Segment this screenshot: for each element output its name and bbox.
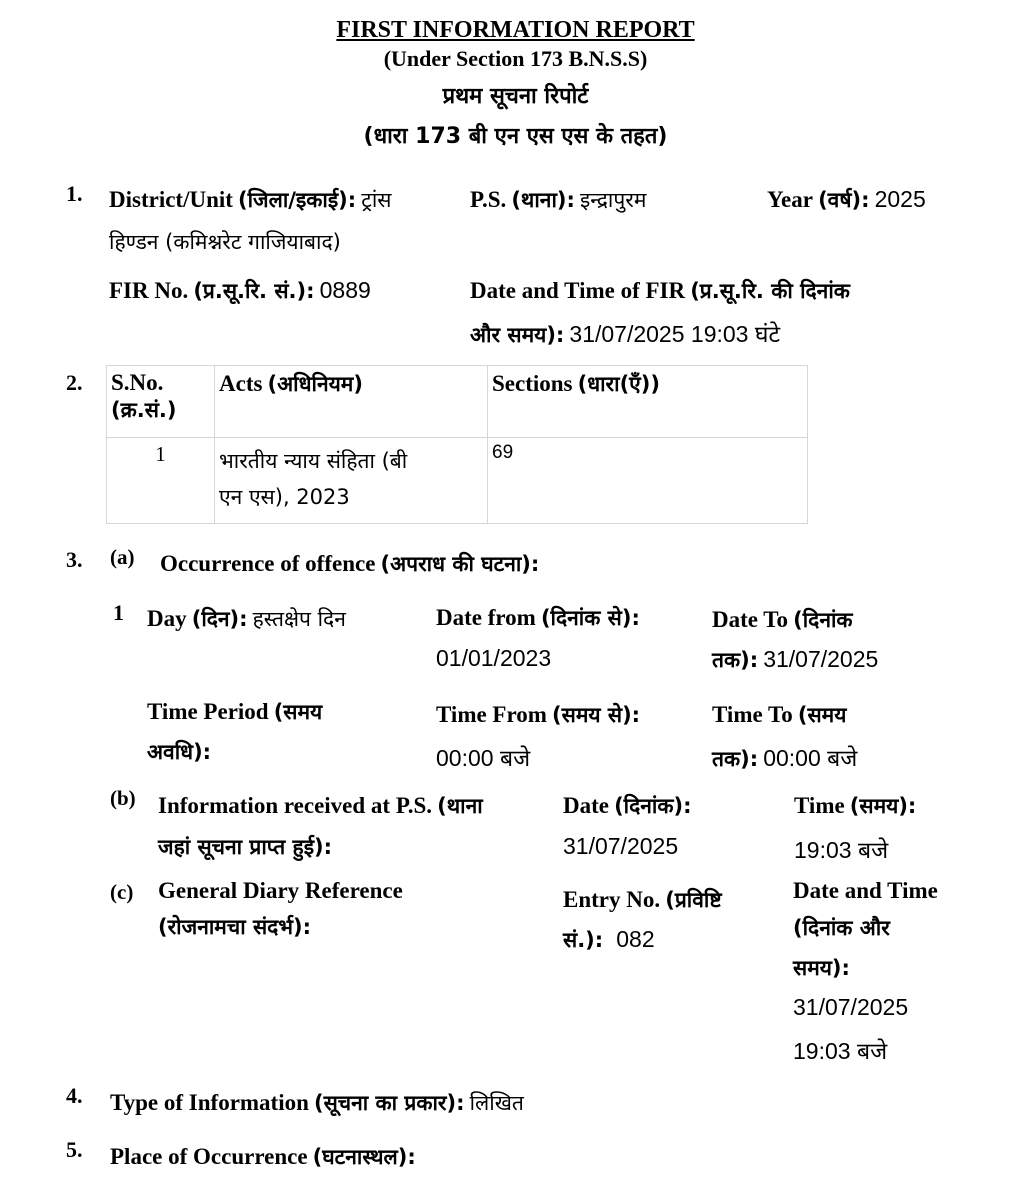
sections-header [488,366,808,438]
sno-header-label: S.No. [111,370,164,395]
sections-value: 69 [492,442,514,463]
date-to-field-cont [712,646,878,674]
date-to-label-hindi-cont: तक): [712,648,759,672]
date-to-value: 31/07/2025 [763,646,879,672]
police-station-label-hindi: (थाना): [511,188,575,212]
info-type-label: Type of Information [110,1090,309,1115]
time-period-label-hindi: (समय [273,700,323,724]
time-to-label: Time To [712,702,793,727]
entry-number-field-cont [563,926,655,954]
date-to-label: Date To [712,607,789,632]
day-value: हस्तक्षेप दिन [252,607,346,631]
general-diary-label-hindi: (रोजनामचा संदर्भ): [158,915,312,939]
place-label: Place of Occurrence [110,1144,308,1169]
entry-number-label-hindi: (प्रविष्टि [665,888,722,912]
act-value: भारतीय न्याय संहिता (बी [219,449,408,473]
section-number-2: 2. [66,370,83,395]
day-label: Day [147,606,187,631]
district-label-hindi: (जिला/इकाई): [238,188,357,212]
day-label-hindi: (दिन): [191,607,248,631]
time-to-field [712,701,846,729]
fir-number-value: 0889 [319,277,371,303]
info-date-label-hindi: (दिनांक): [614,794,692,818]
year-label-hindi: (वर्ष): [818,188,870,212]
sections-header-label: Sections [492,371,573,396]
time-from-value: 00:00 बजे [436,745,531,771]
sno-header [107,366,215,438]
police-station-value: इन्द्रापुरम [579,188,647,212]
fir-datetime-label: Date and Time of FIR [470,278,686,303]
occurrence-label: Occurrence of offence [160,551,376,576]
sections-cell [488,438,808,524]
date-to-field [712,606,853,634]
fir-number-field [109,277,371,305]
diary-datetime-label: Date and Time [793,878,938,903]
report-subtitle-hindi: (धारा 173 बी एन एस एस के तहत) [363,124,668,149]
acts-header-label-hindi: (अधिनियम) [267,372,363,396]
report-title: FIRST INFORMATION REPORT [336,17,695,43]
info-date-value: 31/07/2025 [563,833,679,859]
district-field [109,186,392,214]
occurrence-label-hindi: (अपराध की घटना): [380,552,540,576]
entry-number-label-hindi-cont: सं.): [563,928,604,952]
info-type-label-hindi: (सूचना का प्रकार): [314,1091,465,1115]
police-station-label: P.S. [470,187,507,212]
date-from-field [436,604,640,632]
date-from-value: 01/01/2023 [436,645,552,671]
section-number-1: 1. [66,181,83,206]
sno-value: 1 [155,442,166,466]
fir-datetime-label-hindi-cont: और समय): [470,323,565,347]
subsection-b-label: (b) [110,786,136,810]
info-received-label: Information received at P.S. [158,793,433,818]
occurrence-item-number: 1 [113,600,124,625]
sno-cell [107,438,215,524]
police-station-field [470,186,646,214]
time-period-label: Time Period [147,699,269,724]
diary-time-value: 19:03 बजे [793,1038,888,1064]
report-title-hindi: प्रथम सूचना रिपोर्ट [442,84,589,109]
fir-number-label: FIR No. [109,278,189,303]
date-from-label-hindi: (दिनांक से): [540,606,640,630]
info-type-field [110,1089,524,1117]
general-diary-label: General Diary Reference [158,878,403,903]
day-field [147,605,346,633]
entry-number-value: 082 [616,926,655,952]
year-label: Year [767,187,813,212]
time-from-field [436,701,640,729]
section-number-5: 5. [66,1137,83,1162]
acts-header-label: Acts [219,371,263,396]
entry-number-field [563,886,722,914]
date-to-label-hindi: (दिनांक [793,608,853,632]
time-period-label-hindi-cont: अवधि): [147,740,212,764]
year-value: 2025 [874,186,926,212]
subsection-c-label: (c) [110,880,134,904]
diary-datetime-label-hindi: (दिनांक और [793,916,890,940]
info-date-label: Date [563,793,609,818]
diary-datetime-label-hindi-cont: समय): [793,956,850,980]
table-header-row [107,366,808,438]
section-number-4: 4. [66,1083,83,1108]
time-period-field [147,698,322,726]
info-received-label-hindi: (थाना [437,794,483,818]
acts-header [215,366,488,438]
info-time-value: 19:03 बजे [794,837,889,863]
section-number-3: 3. [66,547,83,572]
time-to-label-hindi-cont: तक): [712,747,759,771]
report-subtitle: (Under Section 173 B.N.S.S) [383,46,648,71]
acts-sections-table [106,365,808,524]
info-type-value: लिखित [469,1091,524,1115]
date-from-label: Date from [436,605,536,630]
place-field [110,1143,416,1171]
fir-number-label-hindi: (प्र.सू.रि. सं.): [193,279,315,303]
subsection-a-label: (a) [110,545,135,569]
info-time-field [794,792,916,820]
place-label-hindi: (घटनास्थल): [312,1145,416,1169]
occurrence-heading [160,550,539,578]
fir-datetime-field-cont [470,317,780,349]
year-field [767,186,926,214]
time-to-field-cont [712,741,857,773]
time-from-label: Time From [436,702,547,727]
entry-number-label: Entry No. [563,887,661,912]
sno-header-label-hindi: (क्र.सं.) [111,398,177,422]
time-to-label-hindi: (समय [797,703,847,727]
district-value: ट्रांस [361,188,392,212]
fir-datetime-label-hindi: (प्र.सू.रि. की दिनांक [690,279,850,303]
time-from-label-hindi: (समय से): [552,703,641,727]
info-received-field [158,792,483,820]
fir-datetime-field [470,277,850,305]
time-to-value: 00:00 बजे [763,745,858,771]
info-time-label-hindi: (समय): [849,794,917,818]
table-row [107,438,808,524]
info-time-label: Time [794,793,845,818]
info-received-label-hindi-cont: जहां सूचना प्राप्त हुई): [158,835,333,859]
sections-header-label-hindi: (धारा(एँ)) [577,372,660,396]
diary-date-value: 31/07/2025 [793,994,909,1020]
act-cell [215,438,488,524]
district-label: District/Unit [109,187,233,212]
district-value-cont: हिण्डन (कमिश्नरेट गाजियाबाद) [109,230,341,254]
info-date-field [563,792,691,820]
act-value-cont: एन एस), 2023 [219,485,350,509]
fir-datetime-value: 31/07/2025 19:03 घंटे [569,321,781,347]
